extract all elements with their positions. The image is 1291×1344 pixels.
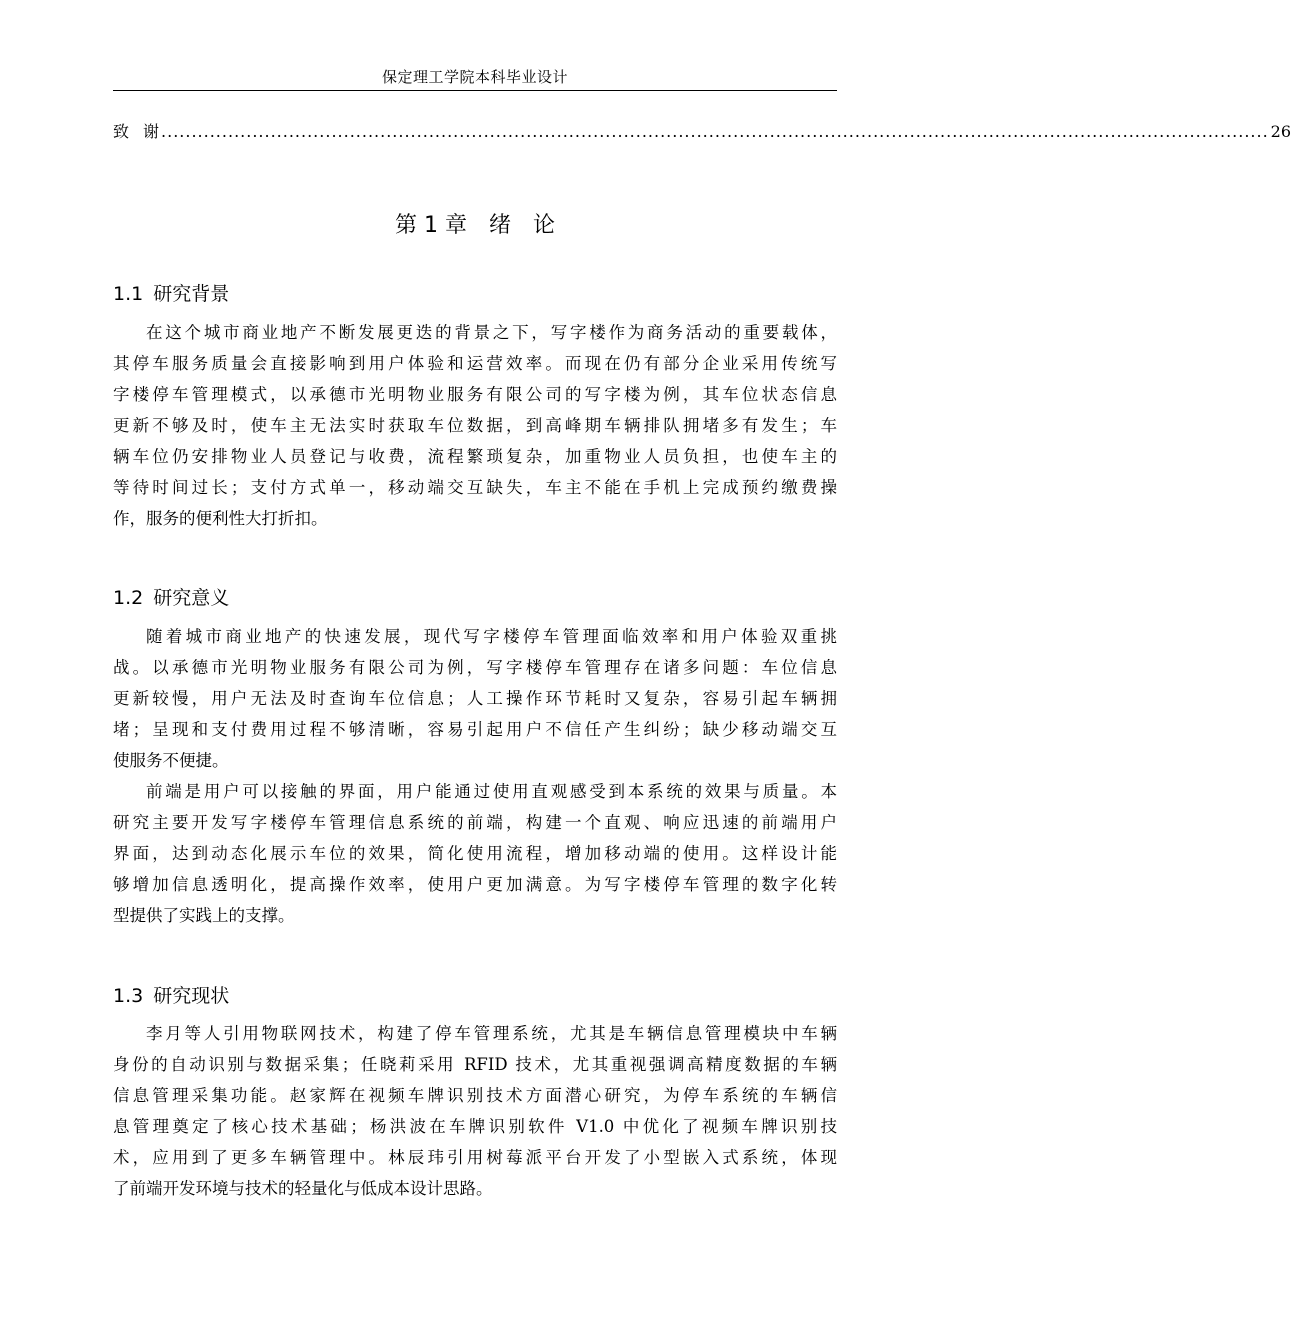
section-1-3-paragraph-1 — [113, 1018, 837, 1204]
text-line: 息管理奠定了核心技术基础；杨洪波在车牌识别软件 V1.0 中优化了视频车牌识别技 — [113, 1117, 837, 1136]
text-line: 等待时间过长；支付方式单一，移动端交互缺失，车主不能在手机上完成预约缴费操 — [113, 478, 837, 497]
text-line: 李月等人引用物联网技术，构建了停车管理系统，尤其是车辆信息管理模块中车辆 — [146, 1024, 837, 1043]
section-number: 1.1 — [113, 283, 144, 305]
chapter-title — [113, 210, 837, 242]
text-line: 身份的自动识别与数据采集；任晓莉采用 RFID 技术，尤其重视强调高精度数据的车辆 — [113, 1055, 837, 1074]
section-heading-1-2 — [113, 584, 229, 612]
text-line: 界面，达到动态化展示车位的效果，简化使用流程，增加移动端的使用。这样设计能 — [113, 844, 837, 863]
section-1-2-paragraph-2 — [113, 776, 837, 931]
text-line: 其停车服务质量会直接影响到用户体验和运营效率。而现在仍有部分企业采用传统写 — [113, 354, 837, 373]
toc-dot-leader: ...................................................................................................................................................................................... — [161, 122, 1269, 141]
text-line: 字楼停车管理模式，以承德市光明物业服务有限公司的写字楼为例，其车位状态信息 — [113, 385, 837, 404]
section-heading-1-1 — [113, 280, 229, 308]
section-title: 研究现状 — [153, 985, 230, 1007]
text-line: 术，应用到了更多车辆管理中。林辰玮引用树莓派平台开发了小型嵌入式系统，体现 — [113, 1148, 837, 1167]
toc-entry-acknowledgements[interactable] — [113, 121, 1291, 143]
text-line: 更新较慢，用户无法及时查询车位信息；人工操作环节耗时又复杂，容易引起车辆拥 — [113, 689, 837, 708]
running-header — [113, 66, 837, 91]
section-heading-1-3 — [113, 982, 229, 1010]
text-line: 堵；呈现和支付费用过程不够清晰，容易引起用户不信任产生纠纷；缺少移动端交互 — [113, 720, 837, 739]
section-number: 1.3 — [113, 985, 144, 1007]
section-title: 研究背景 — [153, 283, 230, 305]
text-line: 随着城市商业地产的快速发展，现代写字楼停车管理面临效率和用户体验双重挑 — [146, 627, 837, 646]
text-line: 了前端开发环境与技术的轻量化与低成本设计思路。 — [113, 1179, 493, 1198]
section-number: 1.2 — [113, 587, 144, 609]
toc-page-number: 26 — [1270, 122, 1291, 141]
section-1-1-paragraph-1 — [113, 317, 837, 534]
chapter-name-part-2: 论 — [532, 213, 555, 238]
text-line: 使服务不便捷。 — [113, 751, 229, 770]
text-line: 研究主要开发写字楼停车管理信息系统的前端，构建一个直观、响应迅速的前端用户 — [113, 813, 837, 832]
chapter-number: 第 1 章 — [394, 213, 467, 238]
running-header-title: 保定理工学院本科毕业设计 — [381, 68, 568, 86]
text-line: 前端是用户可以接触的界面，用户能通过使用直观感受到本系统的效果与质量。本 — [146, 782, 837, 801]
text-line: 型提供了实践上的支撑。 — [113, 906, 295, 925]
section-title: 研究意义 — [153, 587, 230, 609]
text-line: 辆车位仍安排物业人员登记与收费，流程繁琐复杂，加重物业人员负担，也使车主的 — [113, 447, 837, 466]
text-line: 作，服务的便利性大打折扣。 — [113, 509, 328, 528]
text-line: 信息管理采集功能。赵家辉在视频车牌识别技术方面潜心研究，为停车系统的车辆信 — [113, 1086, 837, 1105]
text-line: 在这个城市商业地产不断发展更迭的背景之下，写字楼作为商务活动的重要载体， — [146, 323, 837, 342]
section-1-2-paragraph-1 — [113, 621, 837, 776]
toc-entry-label: 致 谢 — [113, 122, 160, 141]
text-line: 更新不够及时，使车主无法实时获取车位数据，到高峰期车辆排队拥堵多有发生；车 — [113, 416, 837, 435]
text-line: 够增加信息透明化，提高操作效率，使用户更加满意。为写字楼停车管理的数字化转 — [113, 875, 837, 894]
chapter-name-part-1: 绪 — [488, 213, 511, 238]
text-line: 战。以承德市光明物业服务有限公司为例，写字楼停车管理存在诸多问题：车位信息 — [113, 658, 837, 677]
